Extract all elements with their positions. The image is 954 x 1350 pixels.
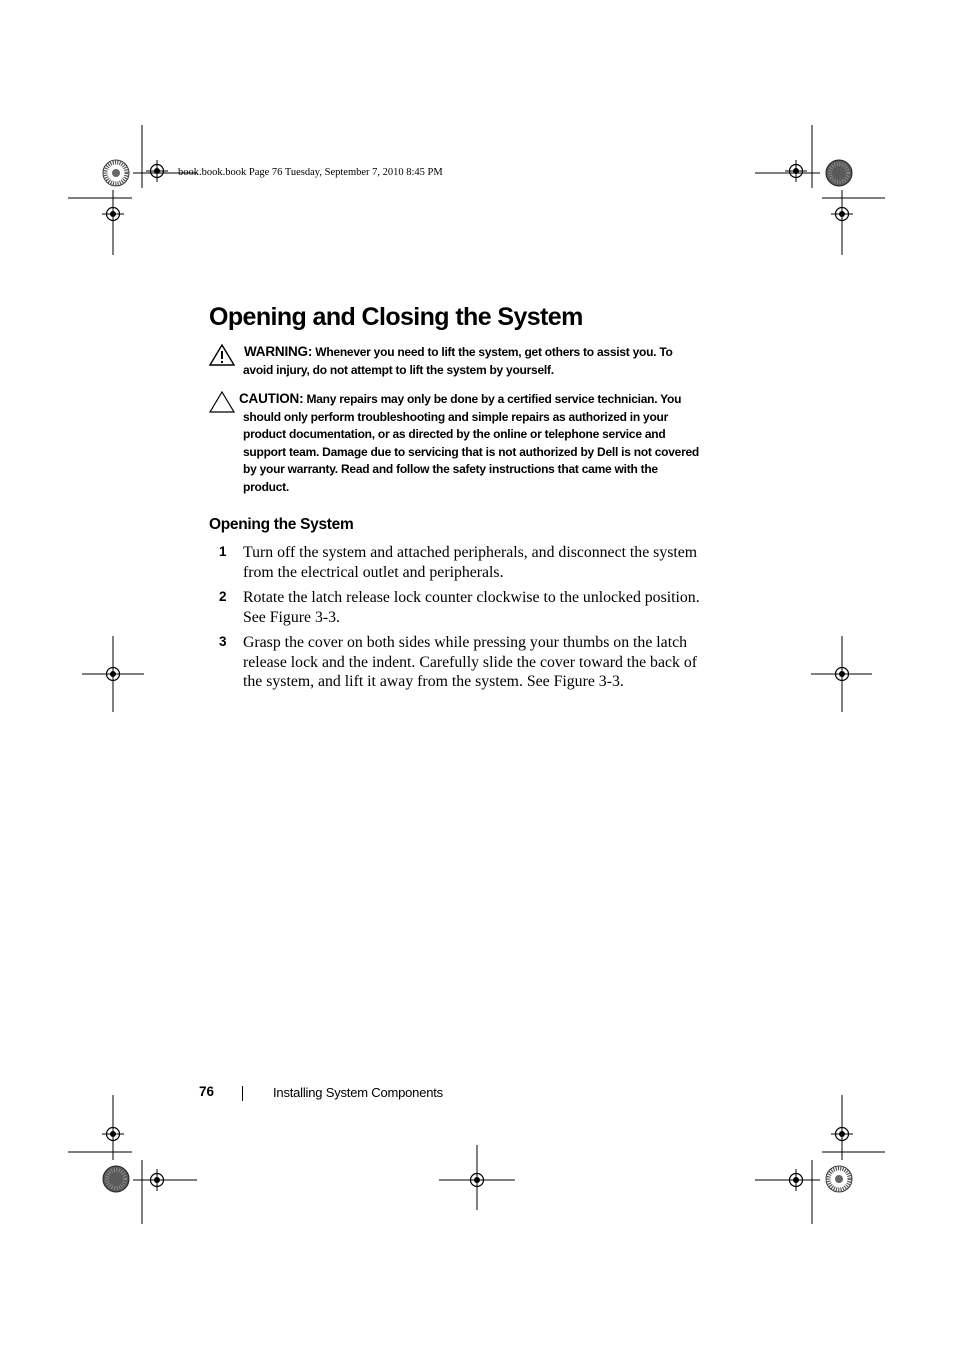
page-number: 76 [199, 1084, 215, 1099]
warning-notice [209, 343, 729, 379]
caution-text-line-1: Many repairs may only be done by a certified service technician. You [306, 392, 682, 406]
caution-triangle-icon [209, 391, 235, 413]
step-number: 1 [219, 544, 227, 559]
caution-label: CAUTION: [239, 391, 304, 406]
warning-triangle-icon [209, 344, 235, 366]
section-heading: Opening the System [209, 516, 354, 533]
caution-text-line-6: product. [243, 479, 289, 494]
warning-label: WARNING: [244, 344, 313, 359]
step-number: 2 [219, 589, 227, 604]
caution-notice [209, 390, 729, 497]
caution-text-line-2: should only perform troubleshooting and simple repairs as authorized in your [243, 409, 669, 424]
caution-text-line-4: support team. Damage due to servicing that is not authorized by Dell is not covered [243, 444, 700, 459]
caution-text-line-5: by your warranty. Read and follow the safety instructions that came with the [243, 462, 658, 477]
warning-text-line-2: avoid injury, do not attempt to lift the system by yourself. [243, 362, 554, 377]
page-title: Opening and Closing the System [209, 303, 583, 331]
warning-text-line-1: Whenever you need to lift the system, get others to assist you. To [315, 345, 673, 359]
footer-chapter-title: Installing System Components [273, 1085, 443, 1100]
step-number: 3 [219, 634, 227, 649]
step-text: Turn off the system and attached peripherals, and disconnect the system from the electrical outlet and peripherals. [243, 544, 698, 581]
step-text: Rotate the latch release lock counter clockwise to the unlocked position. See Figure 3-3. [243, 589, 700, 626]
footer-divider [242, 1086, 243, 1101]
caution-text-line-3: product documentation, or as directed by the online or telephone service and [243, 427, 666, 442]
print-file-info: book.book.book Page 76 Tuesday, September 7, 2010 8:45 PM [178, 167, 443, 178]
step-text: Grasp the cover on both sides while pressing your thumbs on the latch release lock and the indent. Carefully slide the cover toward the back of the system, and lift it away from the system. See Figure 3-3. [243, 634, 697, 690]
